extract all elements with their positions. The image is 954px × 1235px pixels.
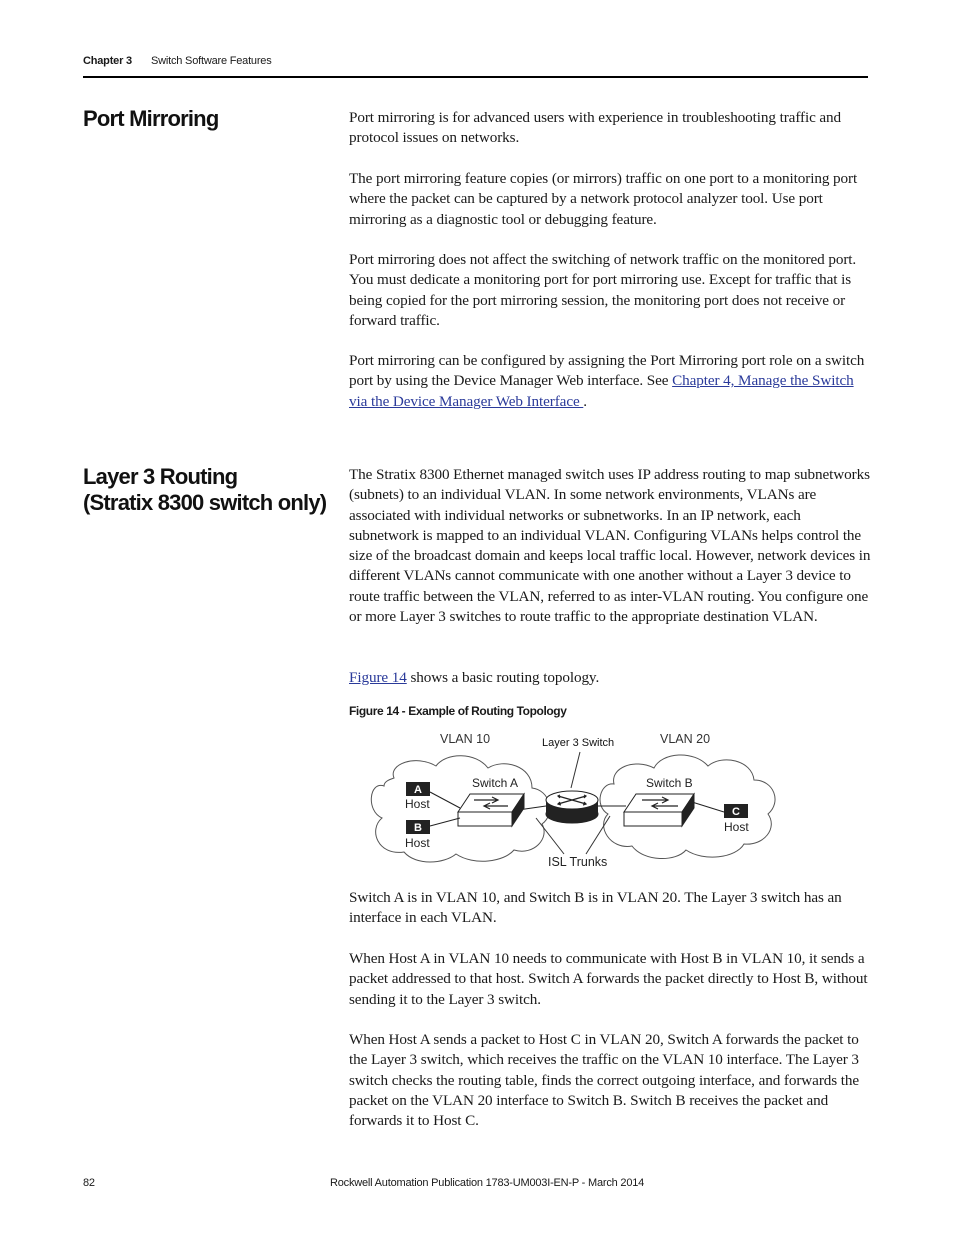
host-c-label: Host: [724, 820, 749, 834]
layer3-switch-label: Layer 3 Switch: [542, 737, 615, 749]
routing-topology-diagram: [364, 726, 784, 876]
host-c-letter: C: [732, 806, 740, 818]
page-number: 82: [83, 1177, 95, 1189]
publication-footer: Rockwell Automation Publication 1783-UM003I-EN-P - March 2014: [330, 1177, 645, 1189]
port-mirroring-heading: Port Mirroring: [83, 106, 219, 131]
vlan20-label: VLAN 20: [660, 732, 711, 746]
chapter-label: Chapter 3: [83, 55, 132, 67]
vlan10-label: VLAN 10: [440, 732, 491, 746]
host-b-label: Host: [405, 836, 430, 850]
running-header: [83, 54, 868, 78]
switch-a-icon: [458, 794, 524, 826]
host-a-label: Host: [405, 797, 430, 811]
layer3-paragraph-5: When Host A sends a packet to Host C in VLAN 20, Switch A forwards the packet to the Layer 3 switch, which receives the traffic on the VLAN 10 interface. The Layer 3 switch checks the routing table, finds the correct outgoing interface, and forwards the packet on the VLAN 20 interface to Switch B. Switch B receives the packet and forwards it to Host C.: [349, 1031, 860, 1130]
figure-caption: Figure 14 - Example of Routing Topology: [349, 704, 567, 718]
paragraph-text: shows a basic routing topology.: [406, 669, 600, 686]
switch-b-label: Switch B: [646, 776, 693, 790]
heading-line: Layer 3 Routing: [83, 464, 238, 489]
heading-line: (Stratix 8300 switch only): [83, 490, 327, 515]
layer3-paragraph-2: [349, 668, 871, 688]
layer3-routing-heading: [83, 464, 326, 516]
label-pointer-line: [571, 752, 580, 788]
paragraph-text: Port mirroring can be configured by assigning the Port Mirroring port role on a switch port by using the Device Manager Web interface. See: [349, 352, 865, 390]
switch-a-label: Switch A: [472, 776, 519, 790]
chapter-4-link[interactable]: Chapter 4, Manage the Switch via the Device Manager Web Interface: [349, 372, 854, 410]
layer3-paragraph-3: Switch A is in VLAN 10, and Switch B is in VLAN 20. The Layer 3 switch has an interface in each VLAN.: [349, 889, 842, 927]
figure-14-link[interactable]: Figure 14: [349, 669, 407, 686]
port-mirroring-paragraph-3: Port mirroring does not affect the switching of network traffic on the monitored port. You must dedicate a monitoring port for port mirroring use. Except for traffic that is being copied for the port mirroring session, the monitoring port does not receive or forward traffic.: [349, 251, 857, 329]
isl-trunks-label: ISL Trunks: [548, 855, 608, 869]
layer3-paragraph-1: The Stratix 8300 Ethernet managed switch uses IP address routing to map subnetworks (subnets) to an individual VLAN. In some network environments, VLANs are associated with individual networks or subnetworks. In an IP network, each subnetwork is mapped to an individual VLAN. Configuring VLANs helps control the size of the broadcast domain and keeps local traffic local. However, network devices in different VLANs cannot communicate with one another without a Layer 3 device to route traffic between the VLAN, referred to as inter-VLAN routing. You configure one or more Layer 3 switches to route traffic to the appropriate destination VLAN.: [349, 466, 871, 626]
host-b-letter: B: [414, 822, 422, 834]
section-label: Switch Software Features: [151, 55, 272, 67]
router-icon: [546, 791, 598, 823]
host-a-letter: A: [414, 784, 422, 796]
host-a: [405, 782, 430, 811]
paragraph-text: .: [583, 392, 587, 410]
port-mirroring-paragraph-1: Port mirroring is for advanced users with experience in troubleshooting traffic and protocol issues on networks.: [349, 109, 842, 147]
layer3-paragraph-4: When Host A in VLAN 10 needs to communicate with Host B in VLAN 10, it sends a packet addressed to that host. Switch A forwards the packet directly to Host B, without sending it to the Layer 3 switch.: [349, 950, 868, 1008]
port-mirroring-paragraph-4: [349, 351, 871, 412]
port-mirroring-paragraph-2: The port mirroring feature copies (or mirrors) traffic on one port to a monitoring port where the packet can be captured by a network protocol analyzer tool. Use port mirroring as a diagnostic tool or debugging feature.: [349, 170, 858, 228]
switch-b-icon: [624, 794, 694, 826]
